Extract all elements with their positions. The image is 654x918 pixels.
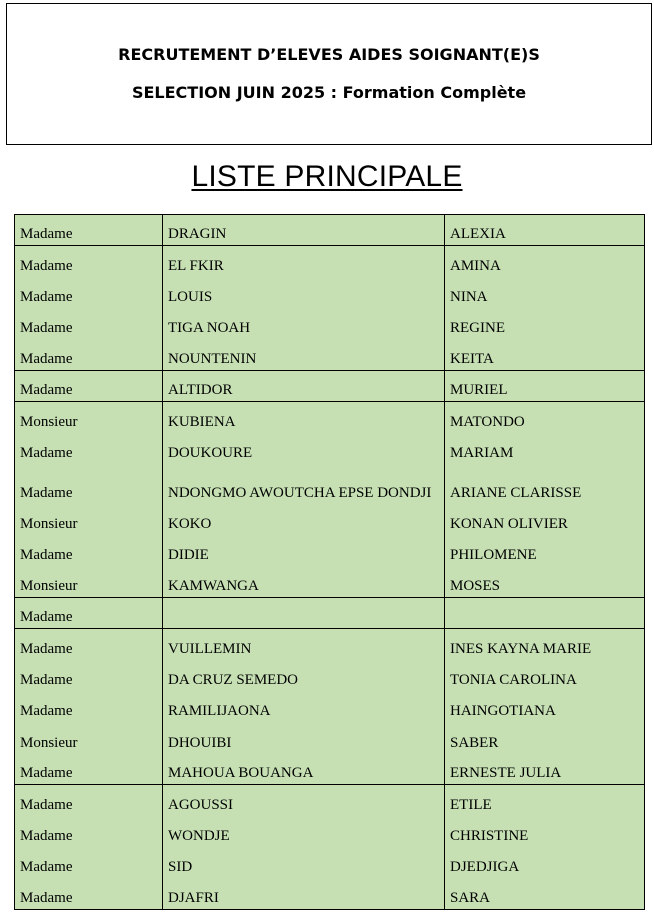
- last-name-text: KAMWANGA: [168, 578, 259, 595]
- last-name-cell: [163, 785, 445, 816]
- civility-text: Madame: [20, 320, 73, 337]
- last-name-text: VUILLEMIN: [168, 640, 252, 657]
- first-name-cell: [445, 433, 645, 464]
- last-name-text: KUBIENA: [168, 413, 236, 430]
- civility-cell: [15, 754, 163, 785]
- last-name-text: ALTIDOR: [168, 382, 233, 399]
- last-name-text: NOUNTENIN: [168, 350, 257, 367]
- table-row: [15, 215, 645, 246]
- civility-cell: [15, 816, 163, 847]
- table-row: [15, 660, 645, 691]
- last-name-cell: [163, 504, 445, 535]
- civility-cell: [15, 308, 163, 339]
- first-name-cell: [445, 370, 645, 401]
- last-name-text: DIDIE: [168, 547, 209, 564]
- last-name-cell: [163, 370, 445, 401]
- civility-cell: [15, 629, 163, 660]
- civility-cell: [15, 878, 163, 909]
- civility-text: Monsieur: [20, 578, 78, 595]
- last-name-cell: [163, 878, 445, 909]
- first-name-text: HAINGOTIANA: [450, 703, 556, 720]
- first-name-text: DJEDJIGA: [450, 859, 520, 876]
- first-name-text: ALEXIA: [450, 226, 506, 243]
- table-row: [15, 246, 645, 277]
- civility-text: Madame: [20, 703, 73, 720]
- table-row: [15, 629, 645, 660]
- first-name-cell: [445, 660, 645, 691]
- table-row: [15, 598, 645, 629]
- first-name-text: MATONDO: [450, 413, 525, 430]
- first-name-cell: [445, 566, 645, 597]
- table-row: [15, 535, 645, 566]
- table-row: [15, 402, 645, 433]
- first-name-cell: [445, 785, 645, 816]
- first-name-cell: [445, 339, 645, 370]
- last-name-cell: [163, 308, 445, 339]
- last-name-text: DJAFRI: [168, 889, 219, 906]
- first-name-cell: [445, 535, 645, 566]
- first-name-cell: [445, 504, 645, 535]
- civility-cell: [15, 566, 163, 597]
- table-row: [15, 277, 645, 308]
- first-name-text: CHRISTINE: [450, 828, 529, 845]
- last-name-text: DHOUIBI: [168, 734, 232, 751]
- first-name-text: PHILOMENE: [450, 547, 537, 564]
- last-name-cell: [163, 660, 445, 691]
- table-row: [15, 722, 645, 753]
- civility-cell: [15, 402, 163, 433]
- civility-text: Madame: [20, 859, 73, 876]
- civility-text: Madame: [20, 382, 73, 399]
- first-name-cell: [445, 402, 645, 433]
- first-name-text: KONAN OLIVIER: [450, 516, 568, 533]
- last-name-cell: [163, 816, 445, 847]
- last-name-cell: [163, 277, 445, 308]
- civility-text: Madame: [20, 765, 73, 782]
- last-name-cell: [163, 722, 445, 753]
- table-row: [15, 691, 645, 722]
- first-name-cell: [445, 722, 645, 753]
- civility-text: Madame: [20, 640, 73, 657]
- first-name-cell: [445, 629, 645, 660]
- first-name-cell: [445, 816, 645, 847]
- civility-text: Madame: [20, 445, 73, 461]
- civility-cell: [15, 504, 163, 535]
- candidate-table-wrapper: [14, 214, 644, 910]
- first-name-text: ETILE: [450, 796, 492, 813]
- last-name-text: EL FKIR: [168, 257, 224, 274]
- first-name-cell: [445, 308, 645, 339]
- last-name-cell: [163, 215, 445, 246]
- civility-cell: [15, 660, 163, 691]
- civility-text: Madame: [20, 547, 73, 564]
- civility-text: Madame: [20, 889, 73, 906]
- civility-cell: [15, 370, 163, 401]
- last-name-text: TIGA NOAH: [168, 320, 251, 337]
- table-row: [15, 566, 645, 597]
- first-name-cell: [445, 277, 645, 308]
- first-name-cell: [445, 754, 645, 785]
- first-name-text: MARIAM: [450, 445, 514, 461]
- table-row: [15, 464, 645, 504]
- first-name-text: REGINE: [450, 320, 505, 337]
- civility-text: Madame: [20, 226, 73, 243]
- last-name-cell: [163, 535, 445, 566]
- last-name-text: AGOUSSI: [168, 796, 234, 813]
- last-name-text: RAMILIJAONA: [168, 703, 271, 720]
- table-row: [15, 754, 645, 785]
- civility-cell: [15, 691, 163, 722]
- civility-text: Madame: [20, 350, 73, 367]
- first-name-cell: [445, 878, 645, 909]
- last-name-text: DOUKOURE: [168, 445, 253, 461]
- last-name-cell: [163, 339, 445, 370]
- last-name-cell: [163, 433, 445, 464]
- table-row: [15, 878, 645, 909]
- civility-text: Monsieur: [20, 516, 78, 533]
- civility-cell: [15, 598, 163, 629]
- first-name-text: MOSES: [450, 578, 501, 595]
- civility-cell: [15, 246, 163, 277]
- last-name-cell: [163, 566, 445, 597]
- first-name-text: ERNESTE JULIA: [450, 765, 562, 782]
- last-name-text: SID: [168, 859, 193, 876]
- civility-text: Madame: [20, 796, 73, 813]
- first-name-text: TONIA CAROLINA: [450, 672, 577, 689]
- list-title: LISTE PRINCIPALE: [191, 160, 463, 193]
- table-row: [15, 816, 645, 847]
- civility-cell: [15, 277, 163, 308]
- first-name-cell: [445, 246, 645, 277]
- first-name-cell: [445, 691, 645, 722]
- first-name-text: INES KAYNA MARIE: [450, 640, 592, 657]
- civility-text: Madame: [20, 289, 73, 306]
- civility-cell: [15, 535, 163, 566]
- first-name-text: AMINA: [450, 257, 501, 274]
- civility-cell: [15, 785, 163, 816]
- table-row: [15, 339, 645, 370]
- first-name-text: ARIANE CLARISSE: [450, 485, 582, 501]
- last-name-text: LOUIS: [168, 289, 213, 306]
- civility-text: Madame: [20, 672, 73, 689]
- header-box: [6, 3, 652, 145]
- table-row: [15, 504, 645, 535]
- table-row: [15, 847, 645, 878]
- last-name-text: NDONGMO AWOUTCHA EPSE DONDJI: [168, 485, 432, 501]
- civility-text: Monsieur: [20, 413, 78, 430]
- first-name-text: MURIEL: [450, 382, 508, 399]
- civility-cell: [15, 847, 163, 878]
- candidate-table: [14, 214, 645, 910]
- header-subtitle: SELECTION JUIN 2025 : Formation Complète: [131, 83, 527, 102]
- civility-cell: [15, 215, 163, 246]
- first-name-cell: [445, 215, 645, 246]
- civility-cell: [15, 722, 163, 753]
- first-name-text: NINA: [450, 289, 488, 306]
- first-name-cell: [445, 847, 645, 878]
- last-name-cell: [163, 629, 445, 660]
- civility-text: Monsieur: [20, 734, 78, 751]
- first-name-text: SARA: [450, 889, 491, 906]
- last-name-cell: [163, 402, 445, 433]
- last-name-text: MAHOUA BOUANGA: [168, 765, 314, 782]
- first-name-cell: [445, 598, 645, 629]
- first-name-cell: [445, 464, 645, 504]
- civility-text: Madame: [20, 609, 73, 626]
- table-row: [15, 433, 645, 464]
- last-name-cell: [163, 847, 445, 878]
- civility-cell: [15, 433, 163, 464]
- civility-text: Madame: [20, 828, 73, 845]
- table-row: [15, 785, 645, 816]
- first-name-text: SABER: [450, 734, 499, 751]
- civility-cell: [15, 464, 163, 504]
- last-name-cell: [163, 246, 445, 277]
- last-name-text: WONDJE: [168, 828, 230, 845]
- last-name-cell: [163, 754, 445, 785]
- first-name-text: KEITA: [450, 350, 494, 367]
- table-row: [15, 308, 645, 339]
- last-name-text: KOKO: [168, 516, 212, 533]
- table-row: [15, 370, 645, 401]
- last-name-cell: [163, 598, 445, 629]
- last-name-cell: [163, 691, 445, 722]
- last-name-text: DA CRUZ SEMEDO: [168, 672, 299, 689]
- civility-cell: [15, 339, 163, 370]
- header-title: RECRUTEMENT D’ELEVES AIDES SOIGNANT(E)S: [118, 45, 540, 64]
- civility-text: Madame: [20, 257, 73, 274]
- last-name-text: DRAGIN: [168, 226, 227, 243]
- last-name-cell: [163, 464, 445, 504]
- civility-text: Madame: [20, 485, 73, 501]
